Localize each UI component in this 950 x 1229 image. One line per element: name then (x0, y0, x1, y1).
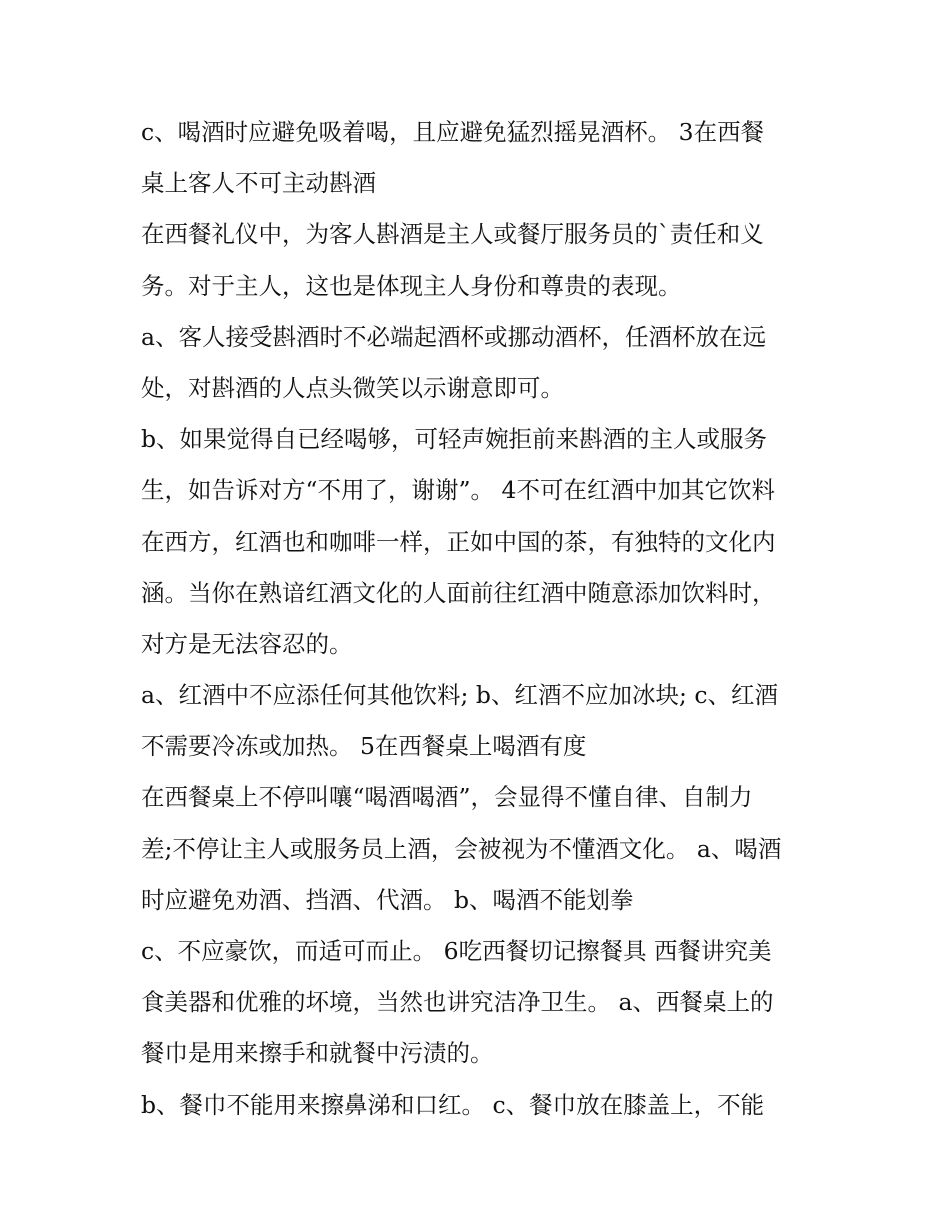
text-line: a、客人接受斟酒时不必端起酒杯或挪动酒杯，任酒杯放在远 (141, 322, 767, 351)
text-line: 食美器和优雅的坏境，当然也讲究洁净卫生。 a、西餐桌上的 (141, 988, 774, 1017)
text-line: 生，如告诉对方“不用了，谢谢”。 4不可在红酒中加其它饮料 (141, 476, 775, 505)
text-line: 时应避免劝酒、挡酒、代酒。 b、喝酒不能划拳 (141, 885, 634, 914)
text-line: 餐巾是用来擦手和就餐中污渍的。 (141, 1039, 494, 1068)
text-line: 对方是无法容忍的。 (141, 629, 353, 658)
document-body (141, 107, 821, 1131)
text-line: 处，对斟酒的人点头微笑以示谢意即可。 (141, 373, 564, 402)
text-line: 务。对于主人，这也是体现主人身份和尊贵的表现。 (141, 271, 682, 300)
text-line: 桌上客人不可主动斟酒 (141, 169, 376, 198)
text-line: 涵。当你在熟谙红酒文化的人面前往红酒中随意添加饮料时， (141, 578, 776, 607)
text-line: 在西餐礼仪中，为客人斟酒是主人或餐厅服务员的`责任和义 (141, 220, 764, 249)
text-line: 不需要冷冻或加热。 5在西餐桌上喝酒有度 (141, 732, 587, 761)
text-line: c、喝酒时应避免吸着喝，且应避免猛烈摇晃酒杯。 3在西餐 (141, 118, 765, 146)
text-line: c、不应豪饮，而适可而止。 6吃西餐切记擦餐具 西餐讲究美 (141, 937, 772, 965)
text-line: b、餐巾不能用来擦鼻涕和口红。 c、餐巾放在膝盖上，不能 (141, 1090, 765, 1119)
text-line: 在西方，红酒也和咖啡一样，正如中国的茶，有独特的文化内 (141, 527, 776, 556)
text-line: 在西餐桌上不停叫嚷“喝酒喝酒”，会显得不懂自律、自制力 (141, 783, 753, 812)
text-line: b、如果觉得自已经喝够，可轻声婉拒前来斟酒的主人或服务 (141, 425, 768, 454)
text-line: a、红酒中不应添任何其他饮料; b、红酒不应加冰块; c、红酒 (141, 681, 778, 710)
text-line: 差;不停让主人或服务员上酒，会被视为不懂酒文化。 a、喝酒 (141, 834, 782, 863)
